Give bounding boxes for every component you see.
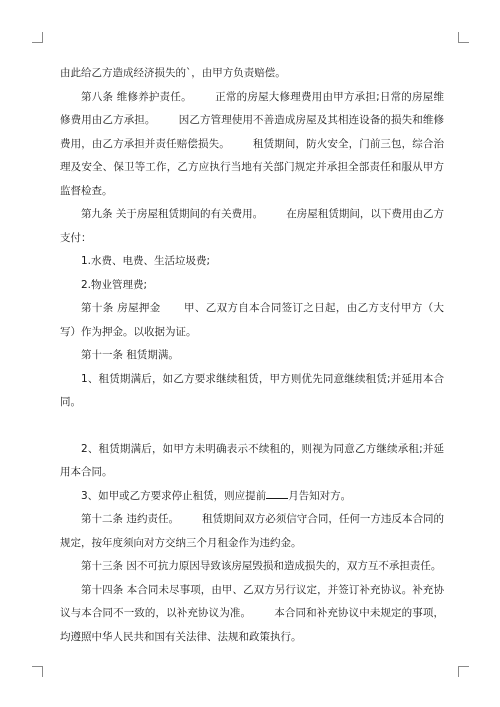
crop-mark-top-right [458,32,469,43]
article-12-heading: 第十二条 违约责任。 [81,513,180,525]
article-9: 第九条 关于房屋租赁期间的有关费用。 在房屋租赁期间，以下费用由乙方支付： [60,208,445,244]
article-9-item-1: 1.水费、电费、生活垃圾费; [81,255,211,267]
article-9-heading: 第九条 关于房屋租赁期间的有关费用。 [81,208,264,220]
paragraph-continuation: 由此给乙方造成经济损失的`，由甲方负责赔偿。 [60,67,286,79]
article-10: 第十条 房屋押金 甲、乙双方自本合同签订之日起，由乙方支付甲方（大写）作为押金。以收据为证。 [60,302,444,338]
article-11-heading: 第十一条 租赁期满。 [81,349,179,361]
crop-mark-top-left [32,32,43,43]
article-11-item-3: 3、如甲或乙方要求停止租赁，则应提前 月告知对方。 [60,485,444,509]
article-8-heading: 第八条 维修养护责任。 [81,90,192,103]
article-14: 第十四条 本合同未尽事项，由甲、乙双方另行议定，并签订补充协议。补充协议与本合同不一致的，以补充协议为准。 本合同和补充协议中未规定的事项，均遵照中华人民共和国有关法律、法规和政策执行。 [60,583,445,643]
article-13: 第十三条 因不可抗力原因导致该房屋毁损和造成损失的，双方互不承担责任。 [81,560,442,572]
crop-mark-bottom-left [32,666,43,677]
article-12: 第十二条 违约责任。 租赁期间双方必须信守合同，任何一方违反本合同的规定，按年度须向对方交纳三个月租金作为违约金。 [60,513,445,549]
article-11-item-1: 1、租赁期满后，如乙方要求继续租赁，甲方则优先同意继续租赁;并延用本合同。 [60,372,444,408]
crop-mark-bottom-right [458,666,469,677]
article-10-heading: 第十条 房屋押金 [81,302,161,314]
article-8: 第八条 维修养护责任。 正常的房屋大修理费用由甲方承担;日常的房屋维修费用由乙方承担。 因乙方管理使用不善造成房屋及其相连设备的损失和维修费用，由乙方承担并责任赔偿损失。 租赁期间，防火安全，门前三包，综合治理及安全、保卫等工作，乙方应执行当地有关部门规定并承担全部责任和服从甲方监督检查。 [60,90,445,197]
article-9-item-2: 2.物业管理费; [81,278,148,291]
article-11-item-2: 2、租赁期满后，如甲方未明确表示不续租的，则视为同意乙方继续承租;并延用本合同。 [60,442,444,478]
document-body [60,62,444,649]
blank-fill-line [266,486,288,499]
